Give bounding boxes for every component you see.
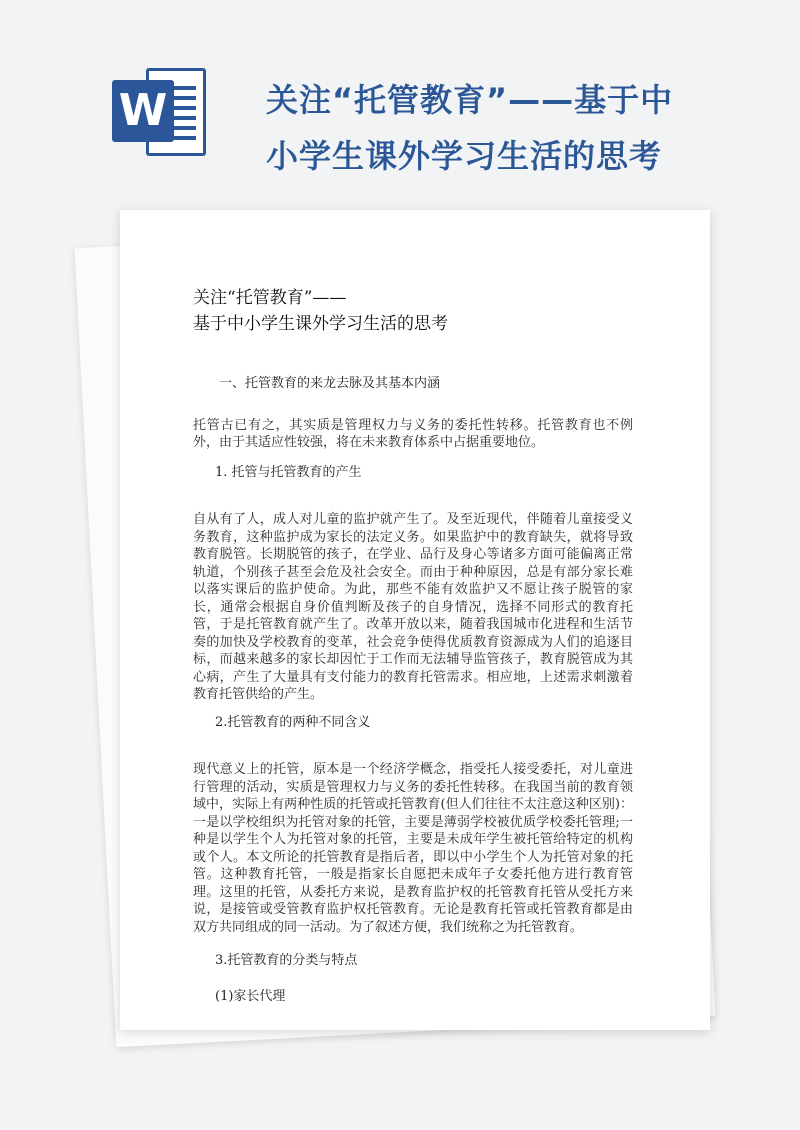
intro-paragraph: 托管古已有之，其实质是管理权力与义务的委托性转移。托管教育也不例外，由于其适应性较强，将在未来教育体系中占据重要地位。 — [193, 417, 633, 450]
banner-title-line1: 关注“托管教育”——基于中 — [266, 81, 674, 119]
banner-title-line2: 小学生课外学习生活的思考 — [266, 137, 663, 175]
paragraph-1: 自从有了人，成人对儿童的监护就产生了。及至近现代，伴随着儿童接受义务教育，这种监护成为家长的法定义务。如果监护中的教育缺失，就将导致教育脱管。长期脱管的孩子，在学业、品行及身心等诸多方面可能偏离正常轨道，个别孩子甚至会危及社会安全。而由于种种原因，总是有部分家长难以落实课后的监护使命。为此，那些不能有效监护又不愿让孩子脱管的家长，通常会根据自身价值判断及孩子的自身情况，选择不同形式的教育托管，于是托管教育就产生了。改革开放以来，随着我国城市化进程和生活节奏的加快及学校教育的变革，社会竞争使得优质教育资源成为人们的追逐目标，而越来越多的家长却因忙于工作而无法辅导监管孩子，教育脱管成为其心病，产生了大量具有支付能力的教育托管需求。相应地，上述需求刺激着教育托管供给的产生。 — [193, 512, 633, 702]
subheading-2: 2.托管教育的两种不同含义 — [215, 714, 371, 730]
word-document-icon — [112, 64, 212, 160]
document-title-line2: 基于中小学生课外学习生活的思考 — [193, 314, 448, 334]
banner-title — [266, 72, 696, 184]
subheading-3-1: (1)家长代理 — [215, 988, 286, 1004]
word-logo-letter: W — [112, 80, 174, 142]
subheading-1: 1. 托管与托管教育的产生 — [215, 464, 362, 480]
document-title-line1: 关注“托管教育”—— — [193, 288, 347, 308]
section-heading-1: 一、托管教育的来龙去脉及其基本内涵 — [219, 376, 441, 391]
subheading-3: 3.托管教育的分类与特点 — [215, 953, 358, 968]
paragraph-2: 现代意义上的托管，原本是一个经济学概念，指受托人接受委托，对儿童进行管理的活动，实质是管理权力与义务的委托性转移。在我国当前的教育领域中，实际上有两种性质的托管或托管教育(但人们往往不太注意这种区别)：一是以学校组织为托管对象的托管，主要是薄弱学校被优质学校委托管理;一种是以学生个人为托管对象的托管，主要是未成年学生被托管给特定的机构或个人。本文所论的托管教育是指后者，即以中小学生个人为托管对象的托管。这种教育托管，一般是指家长自愿把未成年子女委托他方进行教育管理。这里的托管，从委托方来说，是教育监护权的托管教育托管从受托方来说，是接管或受管教育监护权托管教育。无论是教育托管或托管教育都是由双方共同组成的同一活动。为了叙述方便，我们统称之为托管教育。 — [193, 762, 633, 935]
document-title — [193, 285, 633, 337]
header-banner — [0, 0, 800, 200]
document-content — [193, 285, 633, 1035]
